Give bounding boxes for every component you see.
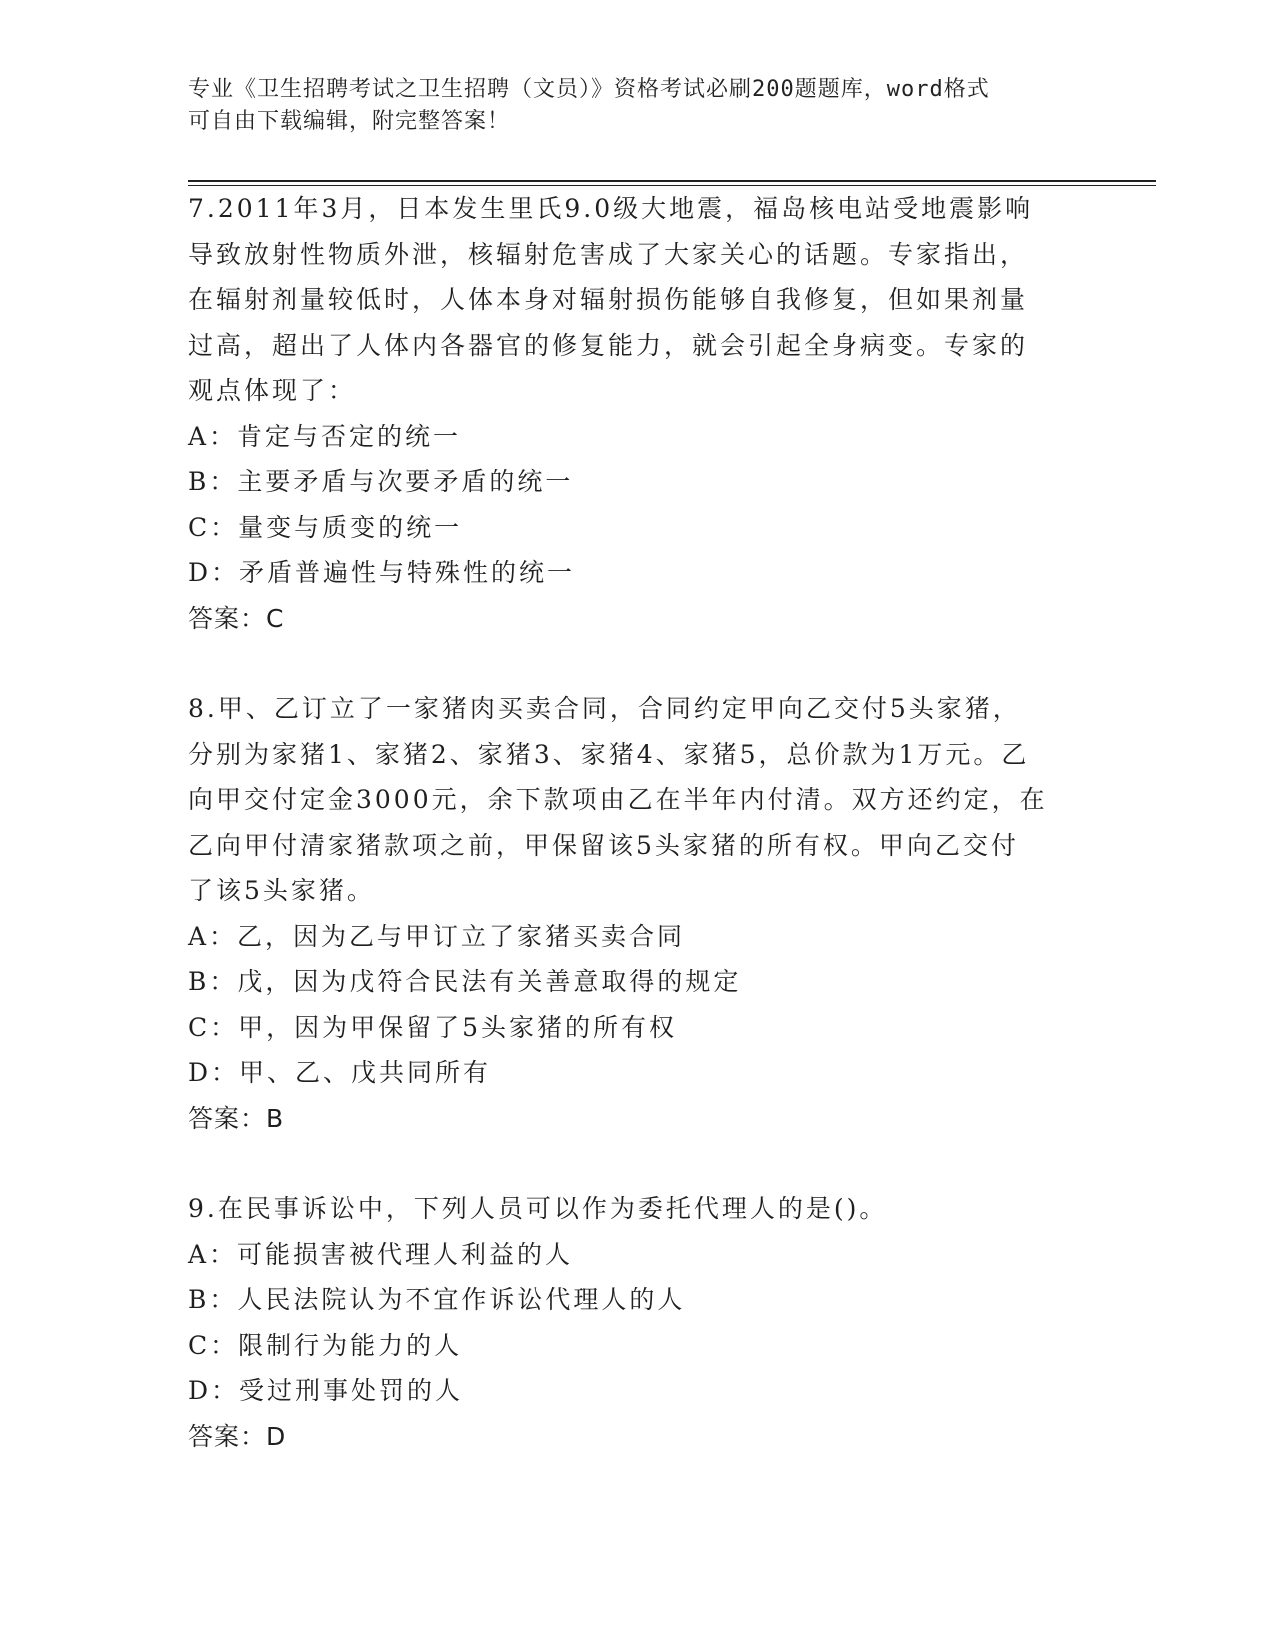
question-stem-line: 分别为家猪1、家猪2、家猪3、家猪4、家猪5，总价款为1万元。乙	[188, 739, 1030, 769]
header-divider	[188, 180, 1156, 182]
question-stem-line: 导致放射性物质外泄，核辐射危害成了大家关心的话题。专家指出，	[188, 239, 1029, 269]
question-7	[188, 186, 1088, 641]
question-stem-line: 8.甲、乙订立了一家猪肉买卖合同，合同约定甲向乙交付5头家猪，	[188, 694, 1021, 723]
option-d: D：受过刑事处罚的人	[188, 1376, 464, 1405]
header-title-line-2: 可自由下载编辑，附完整答案！	[188, 109, 511, 134]
question-stem-line: 过高，超出了人体内各器官的修复能力，就会引起全身病变。专家的	[188, 330, 1029, 360]
option-b: B：戊，因为戊符合民法有关善意取得的规定	[188, 967, 742, 996]
option-a: A：肯定与否定的统一	[188, 421, 462, 451]
question-list	[188, 186, 1088, 1504]
question-stem-line: 7.2011年3月，日本发生里氏9.0级大地震，福岛核电站受地震影响	[188, 194, 1034, 223]
option-c: C：量变与质变的统一	[188, 512, 463, 542]
question-stem-line: 9.在民事诉讼中，下列人员可以作为委托代理人的是()。	[188, 1194, 888, 1223]
header-title-line-1: 专业《卫生招聘考试之卫生招聘（文员）》资格考试必刷200题题库，word格式	[188, 77, 990, 102]
question-stem-line: 乙向甲付清家猪款项之前，甲保留该5头家猪的所有权。甲向乙交付	[188, 830, 1019, 860]
option-b: B：主要矛盾与次要矛盾的统一	[188, 467, 574, 496]
answer: 答案：B	[188, 1103, 285, 1133]
option-c: C：限制行为能力的人	[188, 1330, 463, 1360]
answer: 答案：C	[188, 603, 285, 633]
answer: 答案：D	[188, 1421, 287, 1451]
option-b: B：人民法院认为不宜作诉讼代理人的人	[188, 1285, 686, 1314]
question-9	[188, 1186, 1088, 1459]
question-8	[188, 686, 1088, 1141]
option-c: C：甲，因为甲保留了5头家猪的所有权	[188, 1012, 678, 1042]
document-header	[188, 74, 1068, 138]
option-d: D：矛盾普遍性与特殊性的统一	[188, 558, 576, 587]
question-stem-line: 观点体现了：	[188, 376, 357, 405]
option-d: D：甲、乙、戊共同所有	[188, 1058, 492, 1087]
question-stem-line: 了该5头家猪。	[188, 876, 375, 905]
question-stem-line: 向甲交付定金3000元，余下款项由乙在半年内付清。双方还约定，在	[188, 785, 1048, 814]
option-a: A：乙，因为乙与甲订立了家猪买卖合同	[188, 921, 686, 951]
question-stem-line: 在辐射剂量较低时，人体本身对辐射损伤能够自我修复，但如果剂量	[188, 285, 1029, 314]
option-a: A：可能损害被代理人利益的人	[188, 1239, 574, 1269]
